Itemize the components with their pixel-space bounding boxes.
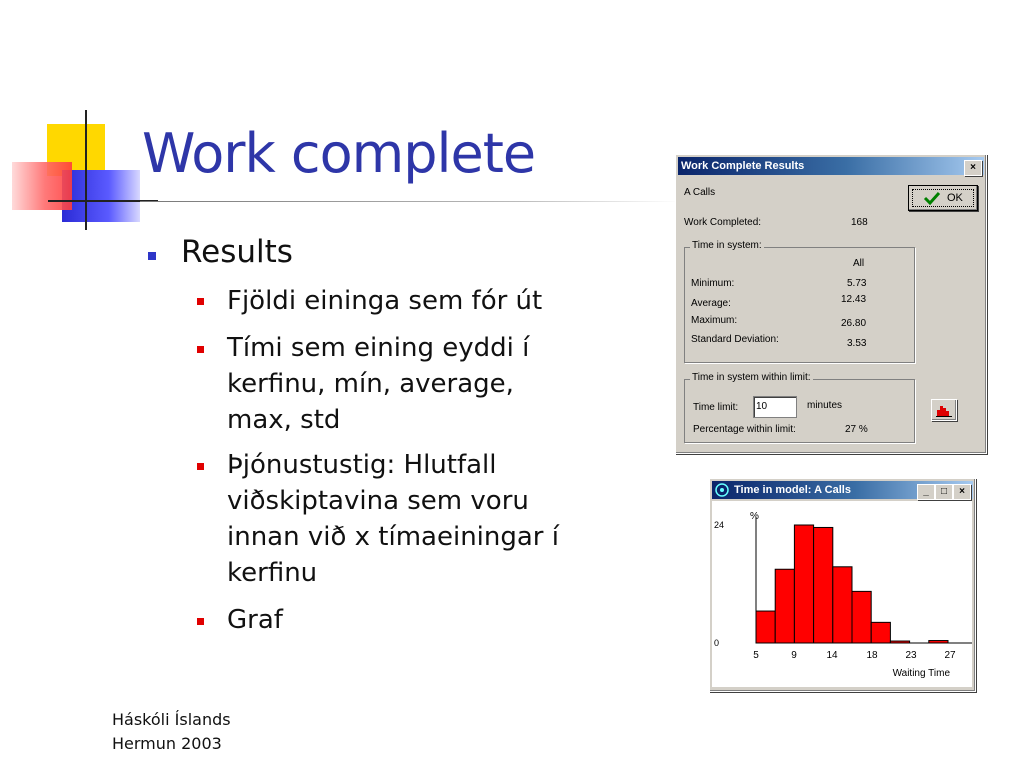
- average-label: Average:: [691, 298, 731, 309]
- dialog-titlebar: [678, 157, 984, 175]
- checkmark-icon: [923, 191, 941, 205]
- slide-footer: [112, 708, 231, 756]
- footer-line: Háskóli Íslands: [112, 710, 231, 729]
- average-value: 12.43: [841, 294, 867, 305]
- bullet-marker: [197, 346, 204, 353]
- title-underline: [140, 201, 680, 202]
- chart-titlebar: [712, 481, 973, 499]
- x-axis-label: Waiting Time: [892, 668, 950, 679]
- app-icon: [715, 483, 729, 497]
- chart-button[interactable]: [931, 399, 957, 421]
- y-tick-label: 24: [714, 520, 725, 530]
- close-icon[interactable]: ×: [953, 484, 971, 500]
- std-label: Standard Deviation:: [691, 334, 779, 345]
- histogram-bar: [871, 622, 890, 643]
- x-tick-label: 27: [944, 650, 956, 661]
- histogram-icon: [936, 403, 952, 417]
- bullet-line: kerfinu, mín, average,: [227, 369, 514, 399]
- item-label: A Calls: [684, 187, 716, 198]
- time-limit-label: Time limit:: [693, 402, 739, 413]
- x-tick-label: 9: [791, 650, 797, 661]
- ok-button-focus: [912, 189, 974, 207]
- histogram-bar: [929, 641, 948, 643]
- column-header: All: [853, 258, 865, 269]
- histogram-bar: [756, 611, 775, 643]
- x-tick-label: 14: [826, 650, 838, 661]
- maximum-value: 26.80: [841, 318, 867, 329]
- bullet-line: innan við x tímaeiningar í: [227, 522, 559, 552]
- time-in-system-group: [684, 240, 915, 363]
- bullet-level2: [227, 283, 542, 319]
- bullet-level2: [227, 447, 559, 591]
- histogram-bar: [890, 641, 909, 643]
- group-title: Time in system within limit:: [692, 372, 811, 383]
- chart-area: [712, 501, 972, 687]
- chart-window-title: Time in model: A Calls: [734, 484, 851, 496]
- bullet-line: Graf: [227, 605, 283, 635]
- y-tick-label: 0: [714, 638, 720, 648]
- x-tick-label: 23: [905, 650, 917, 661]
- maximize-icon[interactable]: □: [935, 484, 953, 500]
- y-axis-label: %: [750, 511, 759, 522]
- bullet-level1: Results: [181, 234, 293, 270]
- bullet-line: Þjónustustig: Hlutfall: [227, 450, 497, 480]
- bullet-level2: [227, 602, 283, 638]
- work-completed-value: 168: [851, 217, 868, 228]
- histogram-bar: [814, 527, 833, 643]
- bullet-line: Tími sem eining eyddi í: [227, 333, 530, 363]
- dialog-title: Work Complete Results: [681, 160, 805, 172]
- pct-label: Percentage within limit:: [693, 424, 796, 435]
- bullet-marker: [197, 298, 204, 305]
- bullet-line: max, std: [227, 405, 341, 435]
- minutes-label: minutes: [807, 400, 843, 411]
- work-complete-dialog: [675, 154, 987, 454]
- histogram-bar: [852, 591, 871, 643]
- decor-vertical-line: [85, 110, 87, 230]
- group-title: Time in system:: [692, 240, 762, 251]
- decor-red-square: [12, 162, 72, 210]
- ok-label: OK: [947, 192, 963, 204]
- time-limit-input[interactable]: [753, 396, 797, 418]
- bullet-line: viðskiptavina sem voru: [227, 486, 529, 516]
- footer-line: Hermun 2003: [112, 734, 222, 753]
- slide-title: Work complete: [142, 122, 536, 185]
- pct-value: 27 %: [845, 424, 868, 435]
- work-completed-label: Work Completed:: [684, 217, 762, 228]
- within-limit-group: [684, 372, 915, 443]
- histogram-bar: [775, 569, 794, 643]
- minimum-value: 5.73: [847, 278, 867, 289]
- maximum-label: Maximum:: [691, 315, 738, 326]
- bullet-level2: [227, 330, 529, 438]
- histogram-chart: [712, 501, 972, 687]
- bullet-marker: [148, 252, 156, 260]
- bullet-line: kerfinu: [227, 558, 318, 588]
- close-icon[interactable]: ×: [964, 160, 982, 176]
- minimum-label: Minimum:: [691, 278, 735, 289]
- histogram-bar: [794, 525, 813, 643]
- bullet-marker: [197, 618, 204, 625]
- histogram-bar: [833, 567, 852, 643]
- std-value: 3.53: [847, 338, 867, 349]
- x-tick-label: 5: [753, 650, 759, 661]
- ok-button[interactable]: [908, 185, 978, 211]
- bullet-marker: [197, 463, 204, 470]
- bullet-line: Fjöldi eininga sem fór út: [227, 286, 543, 316]
- minimize-icon[interactable]: _: [917, 484, 935, 500]
- x-tick-label: 18: [866, 650, 878, 661]
- chart-window: [709, 478, 976, 692]
- decor-blue-square: [62, 170, 140, 222]
